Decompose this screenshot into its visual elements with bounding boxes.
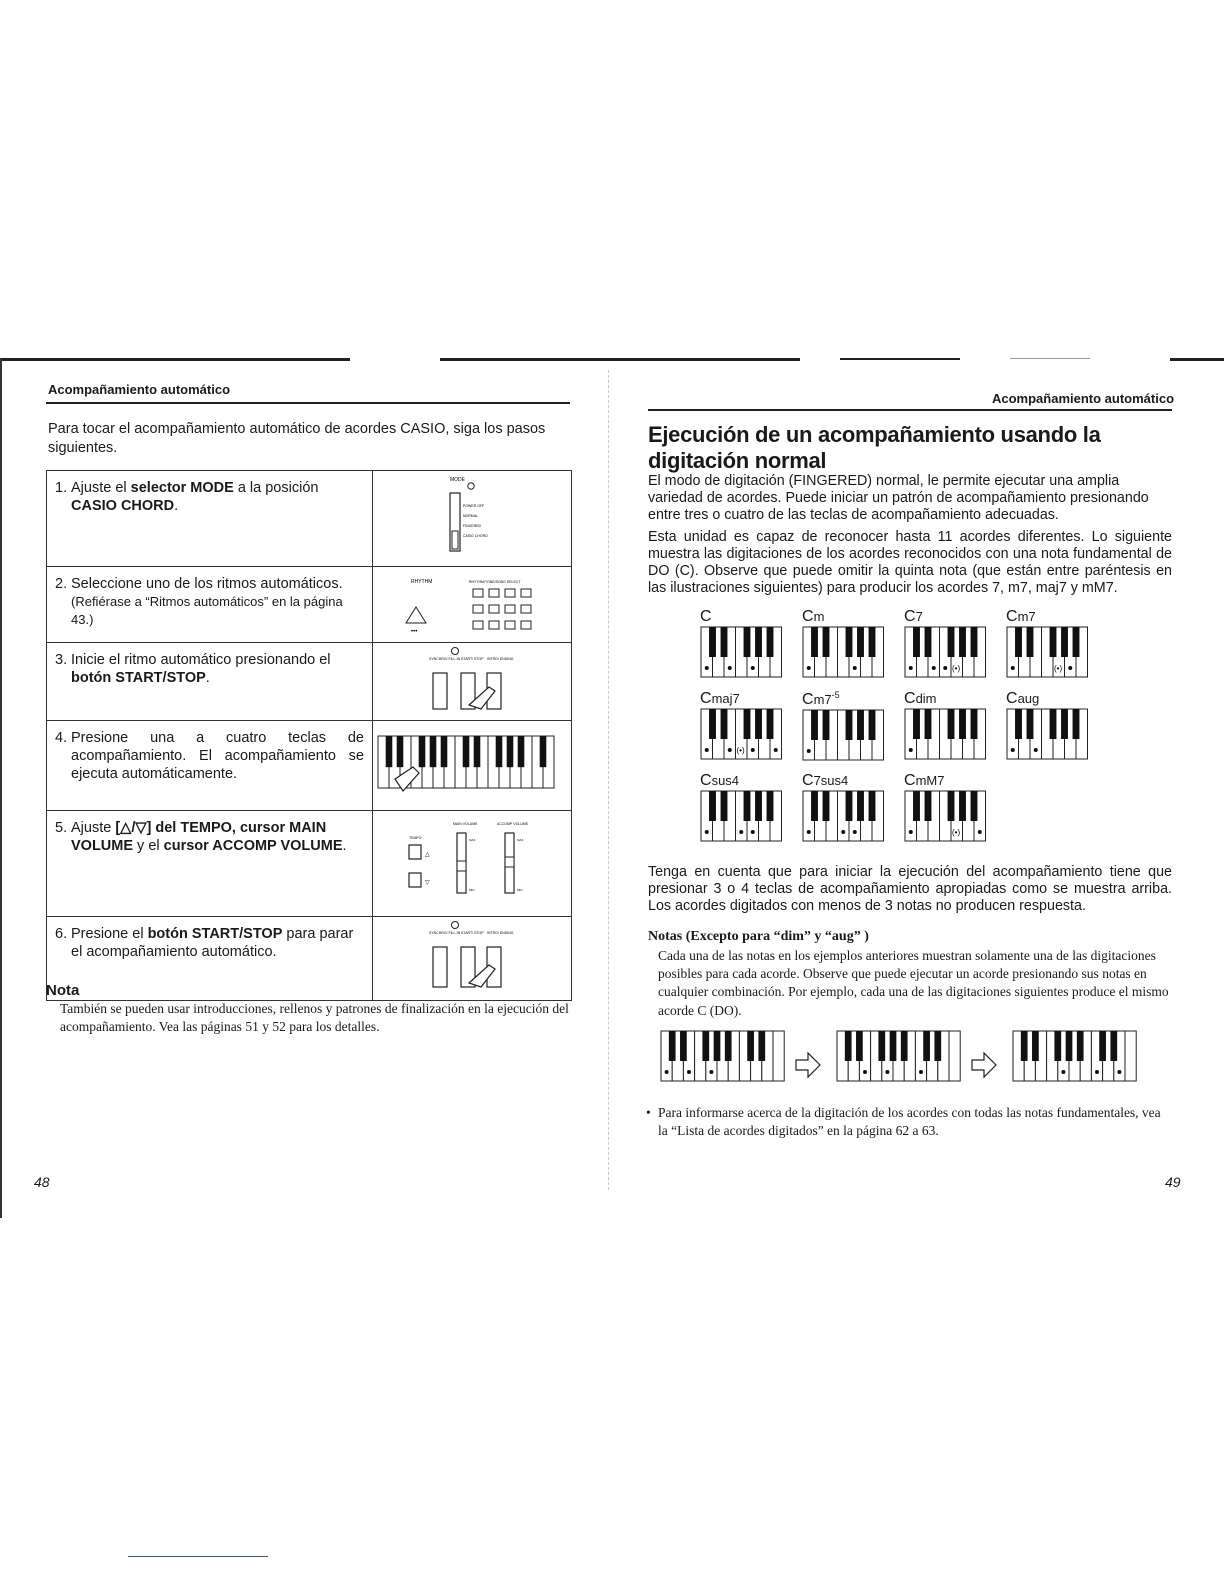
black-key <box>845 1031 852 1061</box>
chord-item <box>700 772 783 847</box>
black-key <box>463 736 470 767</box>
black-key <box>913 709 920 739</box>
mini-keyboard <box>802 790 885 842</box>
black-key <box>811 791 818 821</box>
black-key <box>1050 709 1057 739</box>
svg-text:POWER OFF: POWER OFF <box>463 504 485 508</box>
black-key <box>721 709 728 739</box>
black-key <box>869 627 876 657</box>
black-key <box>823 791 830 821</box>
black-key <box>959 791 966 821</box>
chord-label: C <box>700 608 712 625</box>
svg-text:RHYTHM: RHYTHM <box>411 579 433 585</box>
black-key <box>959 627 966 657</box>
black-key <box>755 791 762 821</box>
chord-label: Cm7 <box>1006 608 1036 625</box>
black-key <box>709 627 716 657</box>
notes-body: Cada una de las notas en los ejemplos anteriores muestran solamente una de las digitaciones posibles para cada acorde. Observe que puede ejecutar un acorde presionando sus notas en cualquier combinación. Por ejemplo, cada una de las digitaciones siguientes produce el mismo acorde C (DO). <box>658 948 1169 1018</box>
right-header-rule <box>648 409 1172 411</box>
chord-item <box>1006 690 1089 765</box>
svg-text:TEMPO: TEMPO <box>409 836 422 840</box>
left-header-rule <box>46 402 570 404</box>
black-key <box>971 791 978 821</box>
svg-text:RHYTHM/TONE/SONG SELECT: RHYTHM/TONE/SONG SELECT <box>469 580 521 584</box>
black-key <box>507 736 514 767</box>
black-key <box>1110 1031 1117 1061</box>
mode-label: MODE <box>450 477 465 483</box>
step-5-text: 5. Ajuste [△/▽] del TEMPO, cursor MAIN VOLUME y el cursor ACCOMP VOLUME. <box>47 811 373 917</box>
page-title: Ejecución de un acompañamiento usando la digitación normal <box>648 422 1101 474</box>
intro-paragraph: Para tocar el acompañamiento automático de acordes CASIO, siga los pasos siguientes. <box>48 421 546 456</box>
black-key <box>1027 709 1034 739</box>
black-key <box>869 710 876 740</box>
pressed-key-dot <box>919 1070 923 1074</box>
black-key <box>474 736 481 767</box>
left-running-header: Acompañamiento automático <box>48 382 231 397</box>
chord-label: C7sus4 <box>802 772 849 789</box>
white-key <box>773 1031 784 1081</box>
step-3-text: 3. Inicie el ritmo automático presionando el botón START/STOP. <box>47 643 373 721</box>
black-key <box>1050 627 1057 657</box>
page-number-left: 48 <box>34 1174 50 1190</box>
black-key <box>913 627 920 657</box>
pressed-key-dot <box>665 1070 669 1074</box>
svg-text:START/ STOP: START/ STOP <box>461 931 484 935</box>
black-key <box>1077 1031 1084 1061</box>
black-key <box>923 1031 930 1061</box>
pressed-key-dot <box>853 830 857 834</box>
black-key <box>755 709 762 739</box>
equivalent-fingerings <box>660 1028 1140 1088</box>
black-key <box>714 1031 721 1061</box>
black-key <box>856 1031 863 1061</box>
black-key <box>846 627 853 657</box>
pressed-key-dot <box>909 830 913 834</box>
svg-text:FINGERED: FINGERED <box>463 524 482 528</box>
chord-label: Caug <box>1006 690 1040 707</box>
black-key <box>725 1031 732 1061</box>
black-key <box>721 791 728 821</box>
svg-text:•••: ••• <box>411 629 418 635</box>
pressed-key-dot <box>751 830 755 834</box>
pressed-key-dot <box>1117 1070 1121 1074</box>
pressed-key-dot <box>943 666 947 670</box>
chord-item <box>700 608 783 683</box>
page-number-right: 49 <box>1165 1174 1181 1190</box>
chord-label: Cdim <box>904 690 937 707</box>
mini-keyboard <box>700 790 783 842</box>
top-border-line <box>1170 358 1224 361</box>
black-key <box>1054 1031 1061 1061</box>
paragraph-3: Tenga en cuenta que para iniciar la ejecución del acompañamiento tiene que presionar 3 o 4 teclas de acompañamiento apropiadas como se muestra arriba. Los acordes digitados con menos de 3 notas no producen respuesta. <box>648 864 1172 914</box>
bottom-link-line <box>128 1556 268 1557</box>
black-key <box>747 1031 754 1061</box>
mini-keyboard <box>700 708 783 760</box>
pressed-key-dot <box>807 830 811 834</box>
arrow-right-icon <box>970 1050 998 1080</box>
pressed-key-dot <box>739 830 743 834</box>
pressed-key-dot <box>909 748 913 752</box>
pressed-key-dot <box>909 666 913 670</box>
black-key <box>857 791 864 821</box>
step-row <box>47 721 572 811</box>
black-key <box>1073 709 1080 739</box>
pressed-key-dot <box>932 666 936 670</box>
chord-item <box>700 690 783 765</box>
top-border-line <box>0 358 350 361</box>
black-key <box>971 709 978 739</box>
step-4-text: 4. Presione una a cuatro teclas de acompañamiento. El acompañamiento se ejecuta automáticamente. <box>47 721 373 811</box>
black-key <box>430 736 437 767</box>
notes-heading: Notas (Excepto para “dim” y “aug” ) <box>648 929 869 944</box>
top-border-line <box>440 358 800 361</box>
chord-item <box>904 690 987 765</box>
black-key <box>397 736 404 767</box>
pressed-key-dot <box>1068 666 1072 670</box>
svg-text:MAX: MAX <box>469 838 476 842</box>
pressed-key-dot <box>751 666 755 670</box>
black-key <box>419 736 426 767</box>
top-border-line <box>1010 358 1090 359</box>
svg-text:START/ STOP: START/ STOP <box>461 657 484 661</box>
svg-text:INTRO/ ENDING: INTRO/ ENDING <box>487 931 514 935</box>
chord-label: CmM7 <box>904 772 945 789</box>
svg-text:MIN: MIN <box>517 888 523 892</box>
black-key <box>971 627 978 657</box>
pressed-key-dot <box>705 830 709 834</box>
top-border-line <box>840 358 960 360</box>
svg-text:MAIN VOLUME: MAIN VOLUME <box>453 822 478 826</box>
black-key <box>857 710 864 740</box>
black-key <box>767 709 774 739</box>
black-key <box>934 1031 941 1061</box>
mini-keyboard <box>1006 708 1089 760</box>
step-row <box>47 917 572 1001</box>
black-key <box>959 709 966 739</box>
white-key <box>1125 1031 1136 1081</box>
steps-table <box>46 470 572 1001</box>
black-key <box>811 710 818 740</box>
pressed-key-dot <box>687 1070 691 1074</box>
pressed-key-dot <box>709 1070 713 1074</box>
chord-item <box>904 772 987 847</box>
black-key <box>767 627 774 657</box>
chord-item <box>904 608 987 683</box>
pressed-key-dot <box>978 830 982 834</box>
mini-keyboard <box>1006 626 1089 678</box>
black-key <box>811 627 818 657</box>
black-key <box>913 791 920 821</box>
svg-text:ACCOMP VOLUME: ACCOMP VOLUME <box>497 822 529 826</box>
black-key <box>386 736 393 767</box>
pressed-key-dot <box>1011 748 1015 752</box>
mini-keyboard <box>700 626 783 678</box>
step-row <box>47 643 572 721</box>
pressed-key-dot <box>705 748 709 752</box>
black-key <box>948 627 955 657</box>
mini-keyboard <box>904 626 987 678</box>
mini-keyboard <box>904 790 987 842</box>
pressed-key-dot <box>853 666 857 670</box>
mode-selector-illustration <box>373 471 572 567</box>
step-row <box>47 471 572 567</box>
pressed-key-dot <box>1034 748 1038 752</box>
black-key <box>1061 709 1068 739</box>
svg-text:INTRO/ ENDING: INTRO/ ENDING <box>487 657 514 661</box>
black-key <box>496 736 503 767</box>
step-1-text: 1. Ajuste el selector MODE a la posición CASIO CHORD. <box>47 471 373 567</box>
black-key <box>869 791 876 821</box>
black-key <box>721 627 728 657</box>
black-key <box>925 791 932 821</box>
mini-keyboard <box>1012 1030 1137 1082</box>
black-key <box>890 1031 897 1061</box>
right-running-header: Acompañamiento automático <box>992 391 1175 406</box>
pressed-key-dot <box>1095 1070 1099 1074</box>
black-key <box>857 627 864 657</box>
svg-text:SYNCHRO/ FILL-IN: SYNCHRO/ FILL-IN <box>429 931 461 935</box>
step-row <box>47 567 572 643</box>
black-key <box>823 627 830 657</box>
rhythm-select-illustration <box>373 567 572 643</box>
step-row <box>47 811 572 917</box>
pressed-key-dot <box>885 1070 889 1074</box>
mini-keyboard <box>660 1030 785 1082</box>
pressed-key-dot <box>705 666 709 670</box>
svg-text:CASIO CHORD: CASIO CHORD <box>463 534 488 538</box>
optional-note-marker: (•) <box>952 664 961 673</box>
start-stop-illustration <box>373 643 572 721</box>
black-key <box>1027 627 1034 657</box>
pressed-key-dot <box>728 748 732 752</box>
black-key <box>925 709 932 739</box>
black-key <box>744 791 751 821</box>
black-key <box>1015 709 1022 739</box>
black-key <box>1099 1031 1106 1061</box>
arrow-right-icon <box>794 1050 822 1080</box>
center-fold <box>608 370 610 1190</box>
black-key <box>441 736 448 767</box>
black-key <box>1066 1031 1073 1061</box>
svg-text:NORMAL: NORMAL <box>463 514 478 518</box>
step-6-text: 6. Presione el botón START/STOP para parar el acompañamiento automático. <box>47 917 373 1001</box>
chord-item <box>802 772 885 847</box>
chord-label: $Cm7^{-5}$ <box>802 690 840 708</box>
chord-label: Cmaj7 <box>700 690 740 707</box>
svg-text:▽: ▽ <box>425 880 430 886</box>
black-key <box>1073 627 1080 657</box>
pressed-key-dot <box>774 748 778 752</box>
pressed-key-dot <box>1061 1070 1065 1074</box>
black-key <box>948 791 955 821</box>
nota-body: También se pueden usar introducciones, rellenos y patrones de finalización en la ejecución del acompañamiento. Vea las páginas 51 y 52 para los detalles. <box>60 1001 569 1035</box>
chord-label: C7 <box>904 608 923 625</box>
pressed-key-dot <box>728 666 732 670</box>
black-key <box>1015 627 1022 657</box>
pressed-key-dot <box>751 748 755 752</box>
nota-heading: Nota <box>46 982 80 999</box>
black-key <box>901 1031 908 1061</box>
mini-keyboard <box>904 708 987 760</box>
svg-text:MIN: MIN <box>469 888 475 892</box>
pressed-key-dot <box>863 1070 867 1074</box>
pressed-key-dot <box>1011 666 1015 670</box>
black-key <box>755 627 762 657</box>
tempo-volume-illustration <box>373 811 572 917</box>
optional-note-marker: (•) <box>736 746 745 755</box>
black-key <box>846 791 853 821</box>
step-2-text: 2. Seleccione uno de los ritmos automáticos. (Refiérase a “Ritmos automáticos” en la página 43.) <box>47 567 373 643</box>
black-key <box>709 709 716 739</box>
black-key <box>540 736 547 767</box>
chord-item <box>1006 608 1089 683</box>
mini-keyboard <box>802 626 885 678</box>
black-key <box>702 1031 709 1061</box>
start-stop-illustration-2 <box>373 917 572 1001</box>
bullet-text: Para informarse acerca de la digitación de los acordes con todas las notas fundamentales, vea la “Lista de acordes digitados” en la página 62 a 63. <box>658 1105 1161 1139</box>
black-key <box>709 791 716 821</box>
pressed-key-dot <box>807 749 811 753</box>
paragraph-2: Esta unidad es capaz de reconocer hasta 11 acordes diferentes. Lo siguiente muestra las digitaciones de los acordes reconocidos con una nota fundamental de DO (C). Observe que puede omitir la quinta nota (que están entre paréntesis en las ilustraciones siguientes) para producir los acordes 7, m7, maj7 y mM7. <box>648 529 1172 596</box>
chord-label: Cm <box>802 608 825 625</box>
paragraph-1: El modo de digitación (FINGERED) normal, le permite ejecutar una amplia variedad de acordes. Puede iniciar un patrón de acompañamiento presionando entre tres o cuatro de las teclas de acompañamiento adecuadas. <box>648 473 1149 523</box>
black-key <box>1021 1031 1028 1061</box>
chord-label: Csus4 <box>700 772 740 789</box>
black-key <box>680 1031 687 1061</box>
chord-fingering-grid <box>700 608 1160 848</box>
chord-item <box>802 608 885 683</box>
black-key <box>846 710 853 740</box>
keyboard-illustration <box>373 721 572 811</box>
black-key <box>518 736 525 767</box>
svg-text:SYNCHRO/ FILL-IN: SYNCHRO/ FILL-IN <box>429 657 461 661</box>
mini-keyboard <box>836 1030 961 1082</box>
black-key <box>758 1031 765 1061</box>
pressed-key-dot <box>807 666 811 670</box>
black-key <box>1032 1031 1039 1061</box>
black-key <box>744 709 751 739</box>
black-key <box>948 709 955 739</box>
svg-text:MAX: MAX <box>517 838 524 842</box>
white-key <box>949 1031 960 1081</box>
black-key <box>669 1031 676 1061</box>
svg-text:△: △ <box>425 852 430 858</box>
optional-note-marker: (•) <box>952 828 961 837</box>
optional-note-marker: (•) <box>1054 664 1063 673</box>
black-key <box>878 1031 885 1061</box>
chord-item <box>802 690 885 766</box>
black-key <box>925 627 932 657</box>
left-binding-edge <box>0 358 2 1218</box>
black-key <box>767 791 774 821</box>
pressed-key-dot <box>841 830 845 834</box>
bullet-icon: • <box>646 1105 651 1120</box>
black-key <box>823 710 830 740</box>
black-key <box>744 627 751 657</box>
black-key <box>1061 627 1068 657</box>
mini-keyboard <box>802 709 885 761</box>
